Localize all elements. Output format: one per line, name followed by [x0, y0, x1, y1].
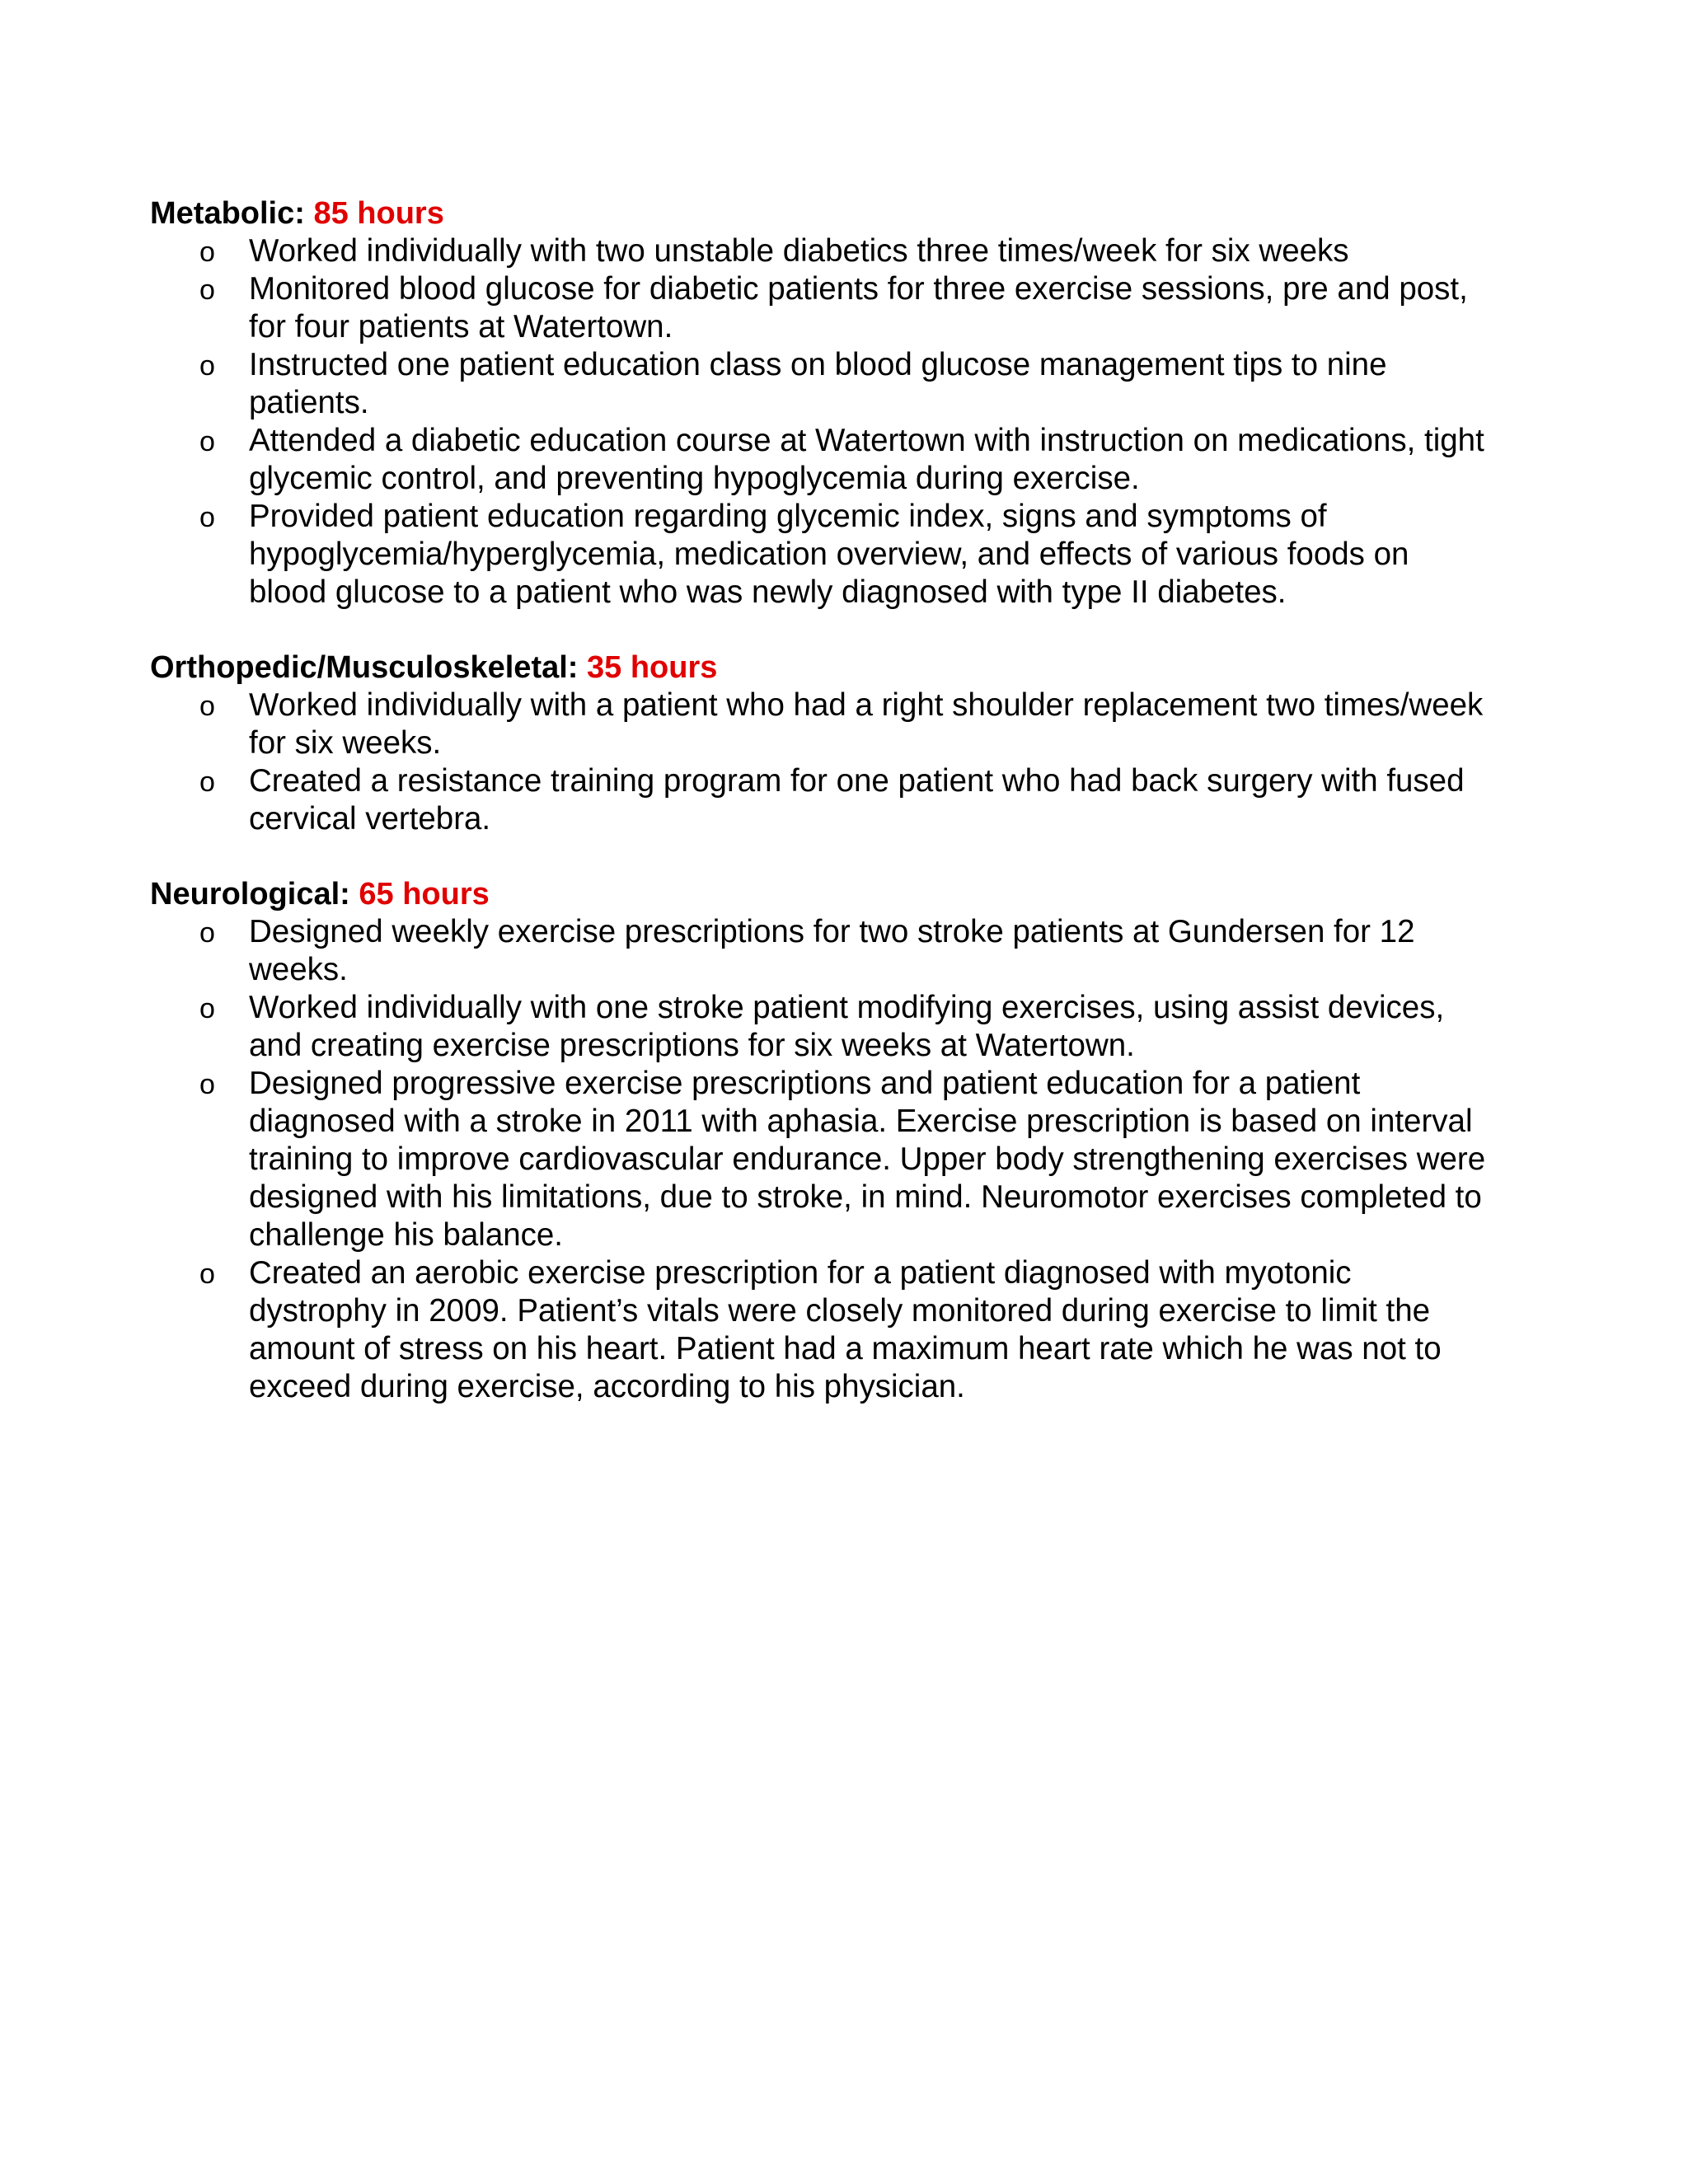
list-item-text-line: amount of stress on his heart. Patient had a maximum heart rate which he was not to — [249, 1331, 1442, 1366]
bullet-marker: o — [199, 1069, 215, 1100]
list-item-text-line: hypoglycemia/hyperglycemia, medication overview, and effects of various foods on — [249, 537, 1409, 572]
list-item-text-line: exceed during exercise, according to his physician. — [249, 1369, 965, 1404]
list-item — [150, 346, 1568, 422]
list-item — [150, 232, 1568, 270]
bullet-marker: o — [199, 993, 215, 1024]
list-item-text-line: Worked individually with one stroke patient modifying exercises, using assist devices, — [249, 990, 1445, 1025]
list-item — [150, 762, 1568, 838]
bullet-marker: o — [199, 917, 215, 949]
list-item-text-line: Worked individually with a patient who had a right shoulder replacement two times/week — [249, 687, 1484, 723]
bullet-marker: o — [199, 426, 215, 457]
bullet-marker: o — [199, 502, 215, 533]
list-item-text-line: dystrophy in 2009. Patient’s vitals were closely monitored during exercise to limit the — [249, 1293, 1431, 1329]
list-item-text-line: Designed progressive exercise prescriptions and patient education for a patient — [249, 1066, 1361, 1101]
section-label: Metabolic: — [150, 196, 305, 231]
section-hours: 35 hours — [587, 650, 718, 685]
section-metabolic — [150, 194, 1568, 612]
list-item — [150, 1254, 1568, 1406]
section-hours: 85 hours — [313, 196, 444, 231]
list-item-text-line: cervical vertebra. — [249, 801, 491, 837]
section-neurological — [150, 875, 1568, 1406]
list-item — [150, 422, 1568, 498]
list-item-text-line: Monitored blood glucose for diabetic patients for three exercise sessions, pre and post, — [249, 271, 1468, 307]
list-item-text-line: blood glucose to a patient who was newly diagnosed with type II diabetes. — [249, 574, 1287, 610]
bullet-marker: o — [199, 766, 215, 798]
bullet-list — [150, 913, 1568, 1406]
section-orthopedic-musculoskeletal — [150, 649, 1568, 838]
section-label: Orthopedic/Musculoskeletal: — [150, 650, 579, 685]
list-item — [150, 989, 1568, 1065]
list-item-text-line: challenge his balance. — [249, 1217, 563, 1253]
list-item — [150, 913, 1568, 989]
list-item-text-line: weeks. — [249, 952, 348, 987]
list-item-text-line: patients. — [249, 385, 369, 420]
list-item — [150, 1065, 1568, 1254]
list-item-text-line: Created an aerobic exercise prescription for a patient diagnosed with myotonic — [249, 1255, 1352, 1291]
bullet-marker: o — [199, 1258, 215, 1290]
bullet-marker: o — [199, 274, 215, 306]
list-item-text-line: Worked individually with two unstable diabetics three times/week for six weeks — [249, 233, 1349, 269]
section-hours: 65 hours — [359, 877, 490, 912]
bullet-list — [150, 687, 1568, 838]
section-heading — [150, 649, 1568, 687]
list-item-text-line: Designed weekly exercise prescriptions for two stroke patients at Gundersen for 12 — [249, 914, 1415, 949]
bullet-marker: o — [199, 691, 215, 722]
list-item — [150, 498, 1568, 612]
list-item-text-line: Attended a diabetic education course at Watertown with instruction on medications, tight — [249, 423, 1484, 458]
section-heading — [150, 875, 1568, 913]
bullet-marker: o — [199, 350, 215, 382]
list-item — [150, 687, 1568, 762]
list-item-text-line: designed with his limitations, due to stroke, in mind. Neuromotor exercises completed to — [249, 1179, 1482, 1215]
list-item-text-line: glycemic control, and preventing hypoglycemia during exercise. — [249, 461, 1140, 496]
section-heading — [150, 194, 1568, 232]
bullet-list — [150, 232, 1568, 612]
section-label: Neurological: — [150, 877, 350, 912]
list-item-text-line: for four patients at Watertown. — [249, 309, 673, 344]
list-item-text-line: and creating exercise prescriptions for six weeks at Watertown. — [249, 1028, 1135, 1063]
list-item-text-line: Created a resistance training program for one patient who had back surgery with fused — [249, 763, 1465, 799]
list-item-text-line: Provided patient education regarding glycemic index, signs and symptoms of — [249, 499, 1327, 534]
list-item-text-line: for six weeks. — [249, 725, 442, 761]
bullet-marker: o — [199, 237, 215, 268]
list-item-text-line: training to improve cardiovascular endurance. Upper body strengthening exercises were — [249, 1141, 1486, 1177]
list-item-text-line: diagnosed with a stroke in 2011 with aphasia. Exercise prescription is based on interval — [249, 1104, 1473, 1139]
list-item — [150, 270, 1568, 346]
list-item-text-line: Instructed one patient education class on blood glucose management tips to nine — [249, 347, 1387, 382]
